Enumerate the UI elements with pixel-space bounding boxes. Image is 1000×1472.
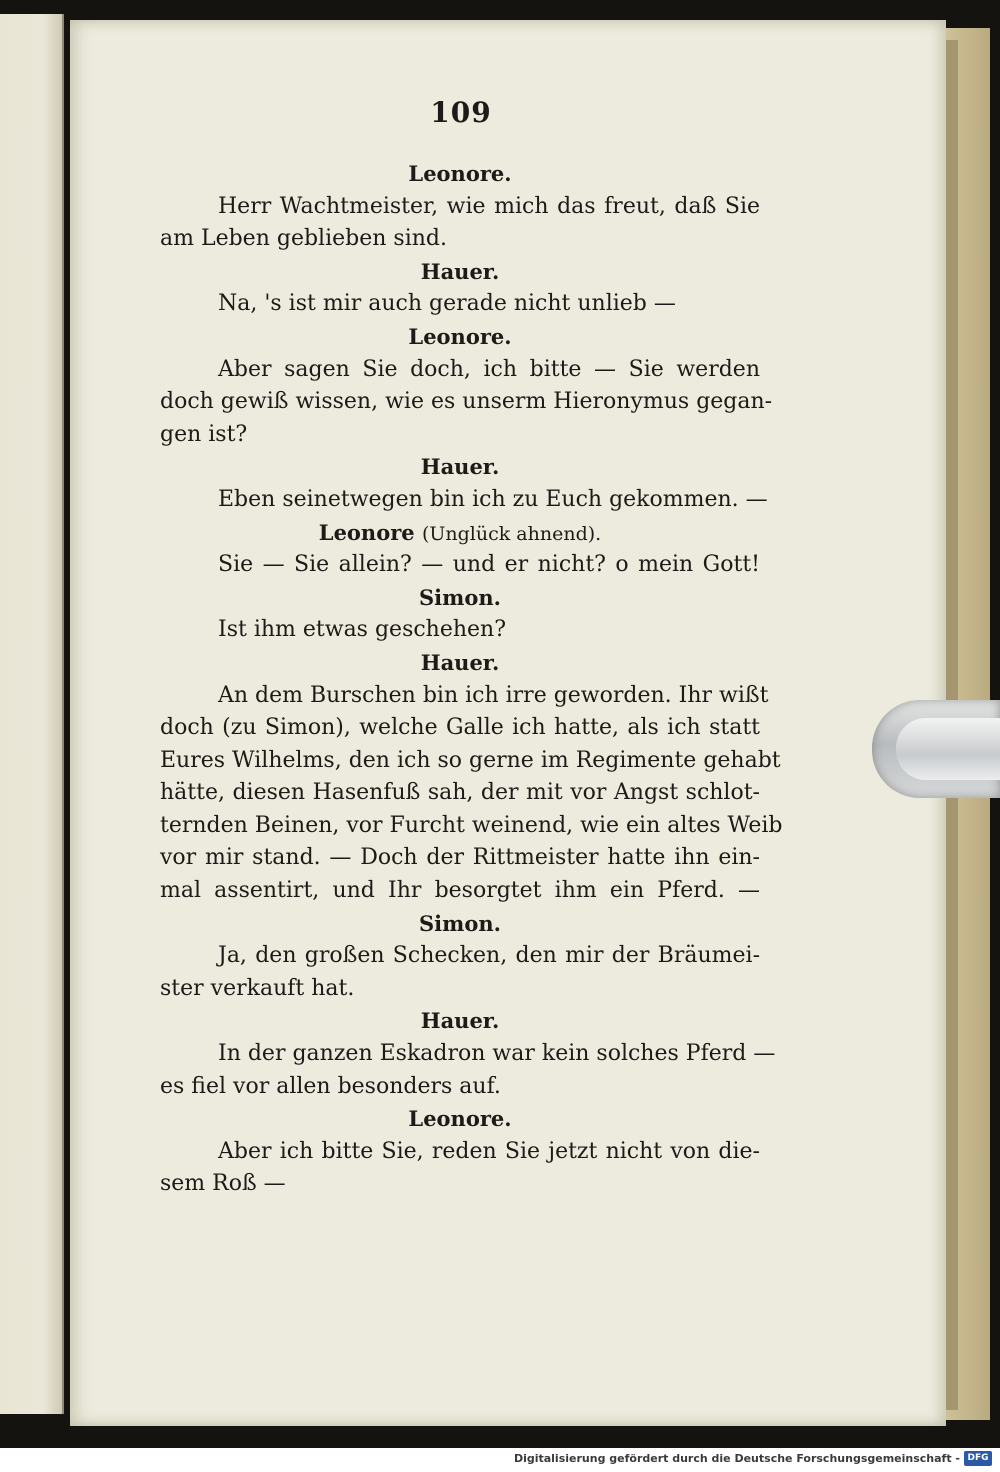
speaker-label: Hauer. <box>420 454 500 480</box>
speaker-name <box>160 451 760 484</box>
page-number: 109 <box>430 96 492 129</box>
speaker-name <box>160 517 760 550</box>
text-line: Aber sagen Sie doch, ich bitte — Sie werden <box>218 356 760 382</box>
text-line: vor mir stand. — Doch der Rittmeister hatte ihn ein- <box>160 845 760 871</box>
stage-direction: (Unglück ahnend). <box>421 522 602 545</box>
page-text <box>160 158 783 1201</box>
speaker-label: Leonore <box>318 519 415 545</box>
speaker-name <box>160 1103 760 1136</box>
text-line: Eben seinetwegen bin ich zu Euch gekommen. — <box>218 486 768 512</box>
speaker-label: Hauer. <box>420 649 500 675</box>
text-line: Ist ihm etwas geschehen? <box>218 617 507 643</box>
book-clip-highlight <box>896 718 1000 780</box>
text-line: An dem Burschen bin ich irre geworden. Ihr wißt <box>218 682 769 708</box>
speaker-name <box>160 908 760 941</box>
text-line: mal assentirt, und Ihr besorgtet ihm ein Pferd. — <box>160 878 760 904</box>
speaker-name <box>160 158 760 191</box>
speaker-label: Leonore. <box>408 1106 512 1132</box>
text-line: doch (zu Simon), welche Galle ich hatte, als ich statt <box>160 715 760 741</box>
speaker-label: Simon. <box>419 910 501 936</box>
text-line: Sie — Sie allein? — und er nicht? o mein Gott! <box>218 552 760 578</box>
text-line: Ja, den großen Schecken, den mir der Bräumei- <box>218 943 760 969</box>
text-line: In der ganzen Eskadron war kein solches Pferd — <box>218 1041 776 1067</box>
text-line: Eures Wilhelms, den ich so gerne im Regimente gehabt <box>160 747 781 773</box>
speaker-name <box>160 256 760 289</box>
dfg-logo: DFG <box>964 1451 992 1466</box>
speaker-name <box>160 582 760 615</box>
text-line: am Leben geblieben sind. <box>160 226 447 252</box>
speaker-label: Leonore. <box>408 161 512 186</box>
text-line: Aber ich bitte Sie, reden Sie jetzt nicht von die- <box>218 1138 760 1164</box>
footer-credit: Digitalisierung gefördert durch die Deutsche Forschungsgemeinschaft - <box>513 1452 960 1465</box>
text-line: gen ist? <box>160 421 248 447</box>
left-page-edge <box>0 14 64 1414</box>
text-line: ster verkauft hat. <box>160 975 355 1001</box>
speaker-label: Simon. <box>419 584 501 610</box>
text-line: doch gewiß wissen, wie es unserm Hieronymus gegan- <box>160 389 773 415</box>
speaker-label: Hauer. <box>420 258 500 284</box>
speaker-name <box>160 1005 760 1038</box>
text-line: hätte, diesen Hasenfuß sah, der mit vor Angst schlot- <box>160 780 760 806</box>
speaker-name <box>160 321 760 354</box>
speaker-name <box>160 647 760 680</box>
text-line: sem Roß — <box>160 1171 286 1197</box>
text-line: Na, 's ist mir auch gerade nicht unlieb — <box>218 291 676 317</box>
text-line: es fiel vor allen besonders auf. <box>160 1073 501 1099</box>
text-line: ternden Beinen, vor Furcht weinend, wie ein altes Weib <box>160 812 783 838</box>
text-line: Herr Wachtmeister, wie mich das freut, daß Sie <box>218 193 760 219</box>
speaker-label: Leonore. <box>408 323 512 349</box>
speaker-label: Hauer. <box>420 1008 500 1034</box>
